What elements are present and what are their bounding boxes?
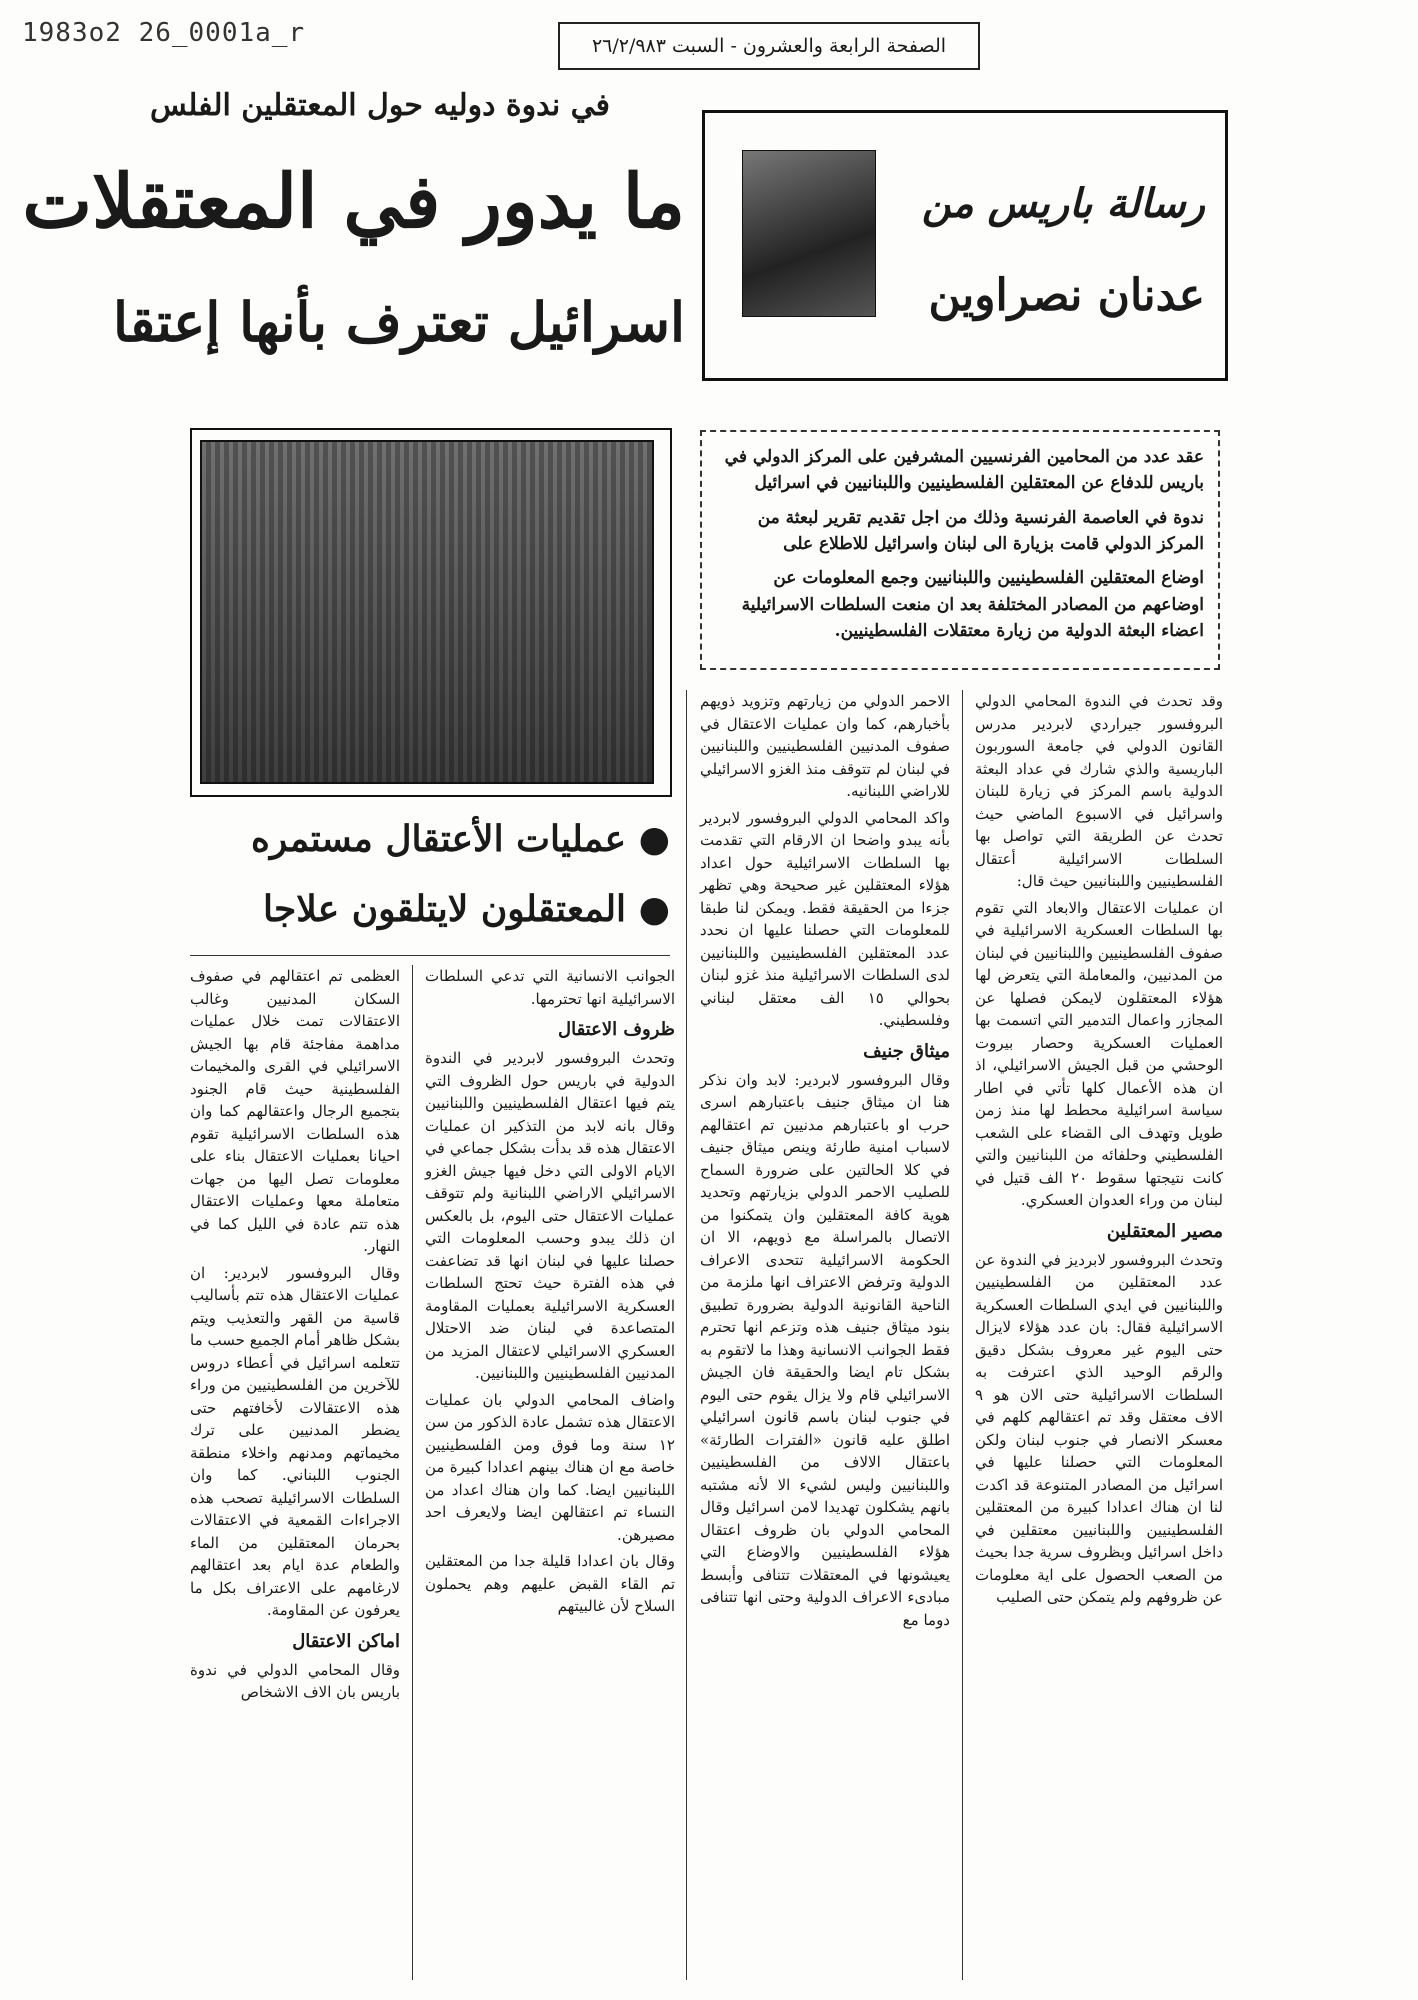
paragraph: وقال المحامي الدولي في ندوة باريس بان الاف الاشخاص — [190, 1660, 400, 1701]
paragraph: وتحدث البروفسور لابرديز في الندوة عن عدد المعتقلين من الفلسطينيين واللبنانيين في ايدي السلطات العسكرية الاسرائيلية فقال: بان عدد هؤلاء لايزال حتى اليوم غير معروف بشكل دقيق والرقم الوحيد الذي اعترفت به السلطات الاسرائيلية حتى الان هو ٩ الاف معتقل وقد تم اعتقالهم كلهم في معسكر الانصار في جنوب لبنان ولكن المعلومات التي حصلنا عليها في اسرائيل من المصادر المتنوعة قد اكدت لنا ان هناك اعدادا كبيرة من المعتقلين الفلسطينيين واللبنانيين معتقلين في داخل اسرائيل وبظروف سرية جدا بحيث من الصعب الحصول على اية معلومات عن ظروفهم ولم يتمكن حتى الصليب — [975, 1250, 1223, 1606]
paragraph: الاحمر الدولي من زيارتهم وتزويد ذويهم بأخبارهم، كما وان عمليات الاعتقال في صفوف المدنيين الفلسطينيين واللبنانيين في لبنان لم تتوقف منذ الغزو الاسرائيلي للاراضي اللبنانيه. — [700, 692, 950, 800]
kicker: في ندوة دوليه حول المعتقلين الفلس — [149, 88, 610, 123]
paragraph: العظمى تم اعتقالهم في صفوف السكان المدنيين وغالب الاعتقالات تمت خلال عمليات مداهمة مفاجئة قام بها الجيش الاسرائيلي في القرى والمخيمات الفلسطينية حيث قام الجنود بتجميع الرجال واعتقالهم كما وان هذه السلطات الاسرائيلية تقوم احيانا بعمليات الاعتقال بناء على معلومات تصل اليها من جهات متعاملة معها وعمليات الاعتقال هذه تتم عادة في الليل كما في النهار. — [190, 967, 400, 1255]
paragraph: واضاف المحامي الدولي بان عمليات الاعتقال هذه تشمل عادة الذكور من سن ١٢ سنة وما فوق ومن الفلسطينيين خاصة مع ان هناك بينهم اعدادا كبيرة من اللبنانيين ايضا. كما وان هناك اعداد من النساء تم اعتقالهن ايضا ولايعرف احد مصيرهن. — [425, 1390, 675, 1544]
article-column-3 — [425, 965, 675, 1980]
subheadline: اسرائيل تعترف بأنها إعتقا — [113, 290, 685, 354]
paragraph: وقد تحدث في الندوة المحامي الدولي البروفسور جيراردي لابردير مدرس القانون الدولي في جامعة السوربون الباريسية والذي شارك في عداد البعثة الدولية باسم المركز في زيارة للبنان واسرائيل في الاسبوع الماضي حيث تحدث عن الطريقة التي تواصل بها السلطات الاسرائيلية أعتقال الفلسطينيين واللبنانيين حيث قال: — [975, 692, 1223, 890]
subheading: ظروف الاعتقال — [558, 1019, 675, 1040]
intro-paragraph: ندوة في العاصمة الفرنسية وذلك من اجل تقديم تقرير لبعثة من المركز الدولي قامت بزيارة الى لبنان واسرائيل للاطلاع على — [757, 507, 1204, 555]
author-portrait — [742, 150, 876, 317]
bullet-2-text: المعتقلون لايتلقون علاجا — [263, 888, 627, 930]
paragraph: واكد المحامي الدولي البروفسور لابردير بأنه يبدو واضحا ان الارقام التي تقدمت بها السلطات الاسرائيلية حول اعداد هؤلاء المعتقلين غير صحيحة وهي تظهر جزءا من الحقيقة فقط. ويمكن لنا طبقا للمعلومات التي حصلنا عليها ان نحدد عدد المعتقلين الفلسطينيين واللبنانيين لدى السلطات الاسرائيلية منذ غزو لبنان بحوالي ١٥ الف معتقل لبناني وفلسطيني. — [700, 808, 950, 1029]
article-column-4 — [190, 965, 400, 1980]
paragraph: الجوانب الانسانية التي تدعي السلطات الاسرائيلية انها تحترمها. — [425, 967, 675, 1008]
archive-id: 1983o2 26_0001a_r — [22, 18, 306, 48]
bullet-1: ● عمليات الأعتقال مستمره — [251, 818, 670, 860]
paragraph: وقال بان اعدادا قليلة جدا من المعتقلين تم القاء القبض عليهم وهم يحملون السلاح لأن غالبيتهم — [425, 1552, 675, 1615]
bullet-1-text: عمليات الأعتقال مستمره — [251, 818, 627, 860]
column-rule — [962, 690, 963, 1980]
intro-paragraph: اوضاع المعتقلين الفلسطينيين واللبنانيين وجمع المعلومات عن اوضاعهم من المصادر المختلفة بعد ان منعت السلطات الاسرائيلية اعضاء البعثة الدولية من زيارة معتقلات الفلسطينيين. — [741, 568, 1204, 642]
page-header: الصفحة الرابعة والعشرون - السبت ٢٦/٢/٩٨٣ — [558, 22, 980, 70]
intro-box — [700, 430, 1220, 670]
column-rule — [686, 690, 687, 1980]
article-column-2 — [700, 690, 950, 1980]
headline: ما يدور في المعتقلات — [22, 159, 685, 245]
article-column-1 — [975, 690, 1223, 1980]
paragraph: وقال البروفسور لابردير: لابد وان نذكر هنا ان ميثاق جنيف باعتبارهم اسرى حرب او باعتبارهم مدنيين تم اعتقالهم لاسباب امنية طارئة وينص ميثاق جنيف في كلا الحالتين على ضرورة السماح للصليب الاحمر الدولي بزيارتهم وتحديد هوية كافة المعتقلين وان يتمكنوا من الاتصال بالمراسلة مع ذويهم، الا ان الحكومة الاسرائيلية تتحدى الاعراف الدولية وترفض الاعتراف انها ملزمة من الناحية القانونية الدولية بضرورة تطبيق بنود ميثاق جنيف هذه وتزعم انها تحترم فقط الجوانب الانسانية وهذا ما لاتقوم به بشكل تام ايضا والحقيقة فان الجيش الاسرائيلي قام ولا يزال يقوم حتى اليوم في جنوب لبنان باسم قانون اسرائيلي اطلق عليه قانون «الفترات الطارئة» باعتقال الالاف من الفلسطينيين واللبنانيين وليس لشيء الا لأنه مشتبه بانهم يشكلون تهديدا لامن اسرائيل وقال المحامي الدولي بان ظروف اعتقال هؤلاء الفلسطينيين والاوضاع التي يعيشونها في المعتقلات تتنافى وأبسط مبادىء الاعراف الدولية وحتى انها تتنافى دوما مع — [700, 1070, 950, 1629]
paragraph: ان عمليات الاعتقال والابعاد التي تقوم بها السلطات العسكرية الاسرائيلية في صفوف الفلسطينيين واللبنانيين في لبنان من المدنيين، والمعاملة التي يتعرض لها هؤلاء المعتقلون لايمكن فصلها عن المجازر واعمال التدمير التي اتسمت بها العمليات العسكرية وحصار بيروت الوحشي من قبل الجيش الاسرائيلي، اذ ان هذه الأعمال كلها تأتي في اطار سياسة اسرائيلية محطط لها منذ زمن طويل وتهدف الى القضاء على الشعب الفلسطيني وحلفائه من اللبنانيين والتي كانت نتيجتها سقوط ٢٠ الف قتيل في لبنان من وراء العدوان العسكري. — [975, 898, 1224, 1209]
subheading: اماكن الاعتقال — [292, 1630, 400, 1652]
column-author: عدنان نصراوين — [928, 270, 1205, 321]
paragraph: وتحدث البروفسور لابردير في الندوة الدولية في باريس حول الظروف التي يتم فيها اعتقال الفلسطينيين واللبنانيين وقال بانه لابد من التذكير ان عمليات الاعتقال هذه قد بدأت بشكل جماعي في الايام الاولى التي دخل فيها جيش الغزو الاسرائيلي الاراضي اللبنانية ولم تتوقف عمليات الاعتقال حتى اليوم، بل بالعكس ان ذلك يبدو وحسب المعلومات التي حصلنا عليها في لبنان انها قد تضاعفت في هذه الفترة حيث تحتج السلطات العسكرية الاسرائيلية بعمليات المقاومة المتصاعدة في لبنان ضد الاحتلال العسكري الاسرائيلي لاعتقال المزيد من المدنيين الفلسطينيين واللبنانيين. — [425, 1049, 675, 1382]
intro-paragraph: عقد عدد من المحامين الفرنسيين المشرفين على المركز الدولي في باريس للدفاع عن المعتقلين الفلسطينيين واللبنانيين في اسرائيل — [724, 447, 1204, 494]
bullet-2: ● المعتقلون لايتلقون علاجا — [263, 888, 670, 930]
paragraph: وقال البروفسور لابردير: ان عمليات الاعتقال هذه تتم بأساليب قاسية من القهر والتعذيب ويتم بشكل ظاهر أمام الجميع حسب ما تتعلمه اسرائيل في أعطاء دروس للآخرين من الفلسطينيين من وراء هذه الاعتقالات لأخافتهم حتى يضطر المدنيين على ترك مخيماتهم ومدنهم واخلاء منطقة الجنوب اللبناني. كما وان السلطات الاسرائيلية تصحب هذه الاجراءات القمعية في الاعتقالات بحرمان المعتقلين من الماء والطعام عدة ايام بعد اعتقالهم لارغامهم على الاعتراف بكل ما يعرفون عن المقاومة. — [190, 1263, 400, 1619]
detainees-photo — [200, 440, 654, 784]
subheading: ميثاق جنيف — [863, 1040, 950, 1062]
column-rule — [412, 965, 413, 1980]
section-rule — [190, 955, 670, 956]
subheading: مصير المعتقلين — [1106, 1220, 1223, 1242]
column-series: رسالة باريس من — [921, 180, 1205, 227]
